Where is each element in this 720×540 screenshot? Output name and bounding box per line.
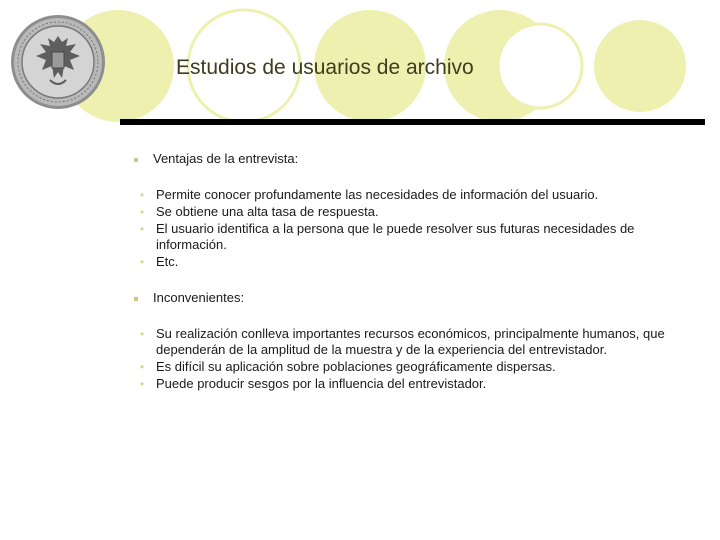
section-disadvantages bbox=[120, 290, 680, 306]
dot-bullet-icon: • bbox=[140, 188, 145, 202]
list-item-text: Se obtiene una alta tasa de respuesta. bbox=[156, 204, 379, 219]
dot-bullet-icon: • bbox=[140, 377, 145, 391]
section-heading: Inconvenientes: bbox=[153, 290, 245, 305]
list-item bbox=[120, 187, 680, 203]
advantages-list bbox=[120, 187, 680, 270]
dot-bullet-icon: • bbox=[140, 205, 145, 219]
dot-bullet-icon: • bbox=[140, 327, 145, 341]
slide-content bbox=[120, 151, 680, 412]
list-item-text: Permite conocer profundamente las necesidades de información del usuario. bbox=[156, 187, 599, 202]
title-divider bbox=[120, 119, 705, 125]
square-bullet-icon bbox=[134, 297, 138, 301]
list-item-text: Etc. bbox=[156, 254, 179, 269]
list-item-text: Es difícil su aplicación sobre poblaciones geográficamente dispersas. bbox=[156, 359, 556, 374]
disadvantages-list bbox=[120, 326, 680, 392]
list-item bbox=[120, 326, 680, 358]
list-item-text: El usuario identifica a la persona que le puede resolver sus futuras necesidades de información. bbox=[156, 221, 635, 252]
list-item bbox=[120, 376, 680, 392]
list-item bbox=[120, 254, 680, 270]
list-item bbox=[120, 221, 680, 253]
square-bullet-icon bbox=[134, 158, 138, 162]
slide-title: Estudios de usuarios de archivo bbox=[176, 56, 474, 79]
list-item-text: Puede producir sesgos por la influencia del entrevistador. bbox=[156, 376, 487, 391]
list-item-text: Su realización conlleva importantes recursos económicos, principalmente humanos, que dependerán de la amplitud de la muestra y de la experiencia del entrevistador. bbox=[156, 326, 665, 357]
dot-bullet-icon: • bbox=[140, 360, 145, 374]
section-heading: Ventajas de la entrevista: bbox=[153, 151, 299, 166]
list-item bbox=[120, 359, 680, 375]
university-seal-icon bbox=[10, 14, 106, 110]
list-item bbox=[120, 204, 680, 220]
section-advantages bbox=[120, 151, 680, 167]
dot-bullet-icon: • bbox=[140, 222, 145, 236]
dot-bullet-icon: • bbox=[140, 255, 145, 269]
